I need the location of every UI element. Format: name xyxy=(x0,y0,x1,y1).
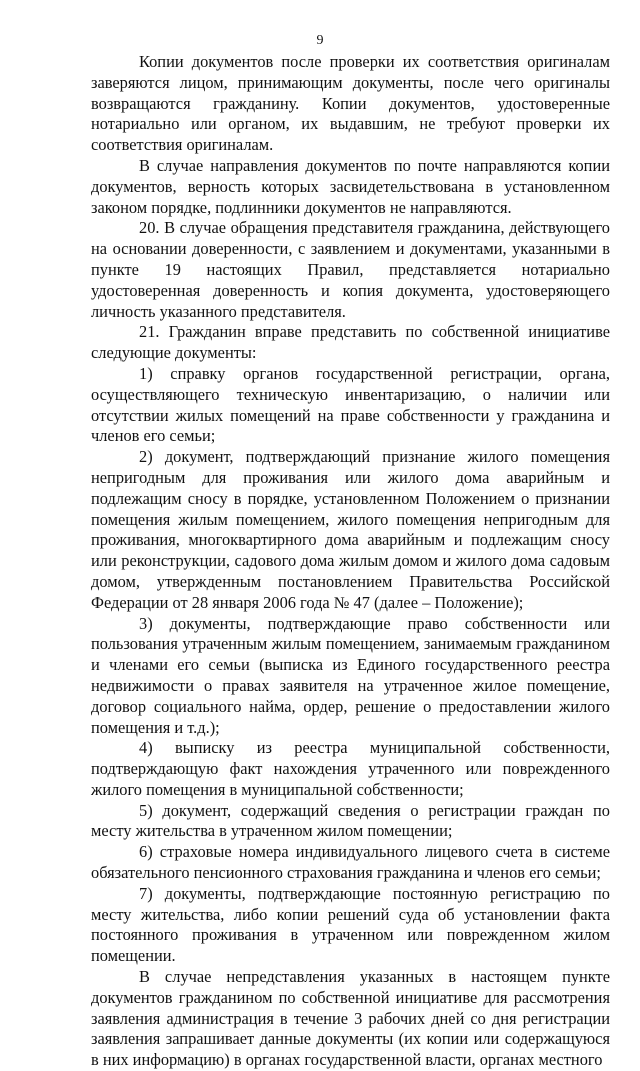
paragraph-postal-submission: В случае направления документов по почте направляются копии документов, верность которых засвидетельствована в установленном законом порядке, подлинники документов не направляются. xyxy=(91,155,610,217)
list-item-6: 6) страховые номера индивидуального лицевого счета в системе обязательного пенсионного страхования гражданина и членов его семьи; xyxy=(91,842,610,883)
paragraph-non-submission: В случае непредставления указанных в настоящем пункте документов гражданином по собственной инициативе для рассмотрения заявления администрация в течение 3 рабочих дней со дня регистрации заявления запрашивает данные документы (их копии или содержащуюся в них информацию) в органах государственной власти, органах местного xyxy=(91,967,610,1070)
list-item-1: 1) справку органов государственной регистрации, органа, осуществляющего техническую инвентаризацию, о наличии или отсутствии жилых помещений на праве собственности у гражданина и членов его семьи; xyxy=(91,363,610,446)
list-item-3: 3) документы, подтверждающие право собственности или пользования утраченным жилым помещением, занимаемым гражданином и членами его семьи (выписка из Единого государственного реестра недвижимости о правах заявителя на утраченное жилое помещение, договор социального найма, ордер, решение о предоставлении жилого помещения и т.д.); xyxy=(91,613,610,737)
list-item-5: 5) документ, содержащий сведения о регистрации граждан по месту жительства в утраченном жилом помещении; xyxy=(91,800,610,841)
list-item-4: 4) выписку из реестра муниципальной собственности, подтверждающую факт нахождения утраченного или поврежденного жилого помещения в муниципальной собственности; xyxy=(91,738,610,799)
page-number: 9 xyxy=(316,33,324,48)
list-item-7: 7) документы, подтверждающие постоянную регистрацию по месту жительства, либо копии решений суда об установлении факта постоянного проживания в утраченном или поврежденном жилом помещении. xyxy=(91,883,610,966)
paragraph-copies-certification: Копии документов после проверки их соответствия оригиналам заверяются лицом, принимающим документы, после чего оригиналы возвращаются гражданину. Копии документов, удостоверенные нотариально или органом, их выдавшим, не требуют проверки их соответствия оригиналам. xyxy=(91,52,610,155)
document-body xyxy=(91,52,610,1071)
list-item-2: 2) документ, подтверждающий признание жилого помещения непригодным для проживания или жилого дома аварийным и подлежащим сносу в порядке, установленном Положением о признании помещения жилым помещением, жилого помещения непригодным для проживания, многоквартирного дома аварийным и подлежащим сносу или реконструкции, садового дома жилым домом и жилого дома садовым домом, утвержденным постановлением Правительства Российской Федерации от 28 января 2006 года № 47 (далее – Положение); xyxy=(91,447,610,612)
paragraph-item-21: 21. Гражданин вправе представить по собственной инициативе следующие документы: xyxy=(91,322,610,363)
paragraph-item-20: 20. В случае обращения представителя гражданина, действующего на основании доверенности, с заявлением и документами, указанными в пункте 19 настоящих Правил, представляется нотариально удостоверенная доверенность и копия документа, удостоверяющего личность указанного представителя. xyxy=(91,218,610,321)
